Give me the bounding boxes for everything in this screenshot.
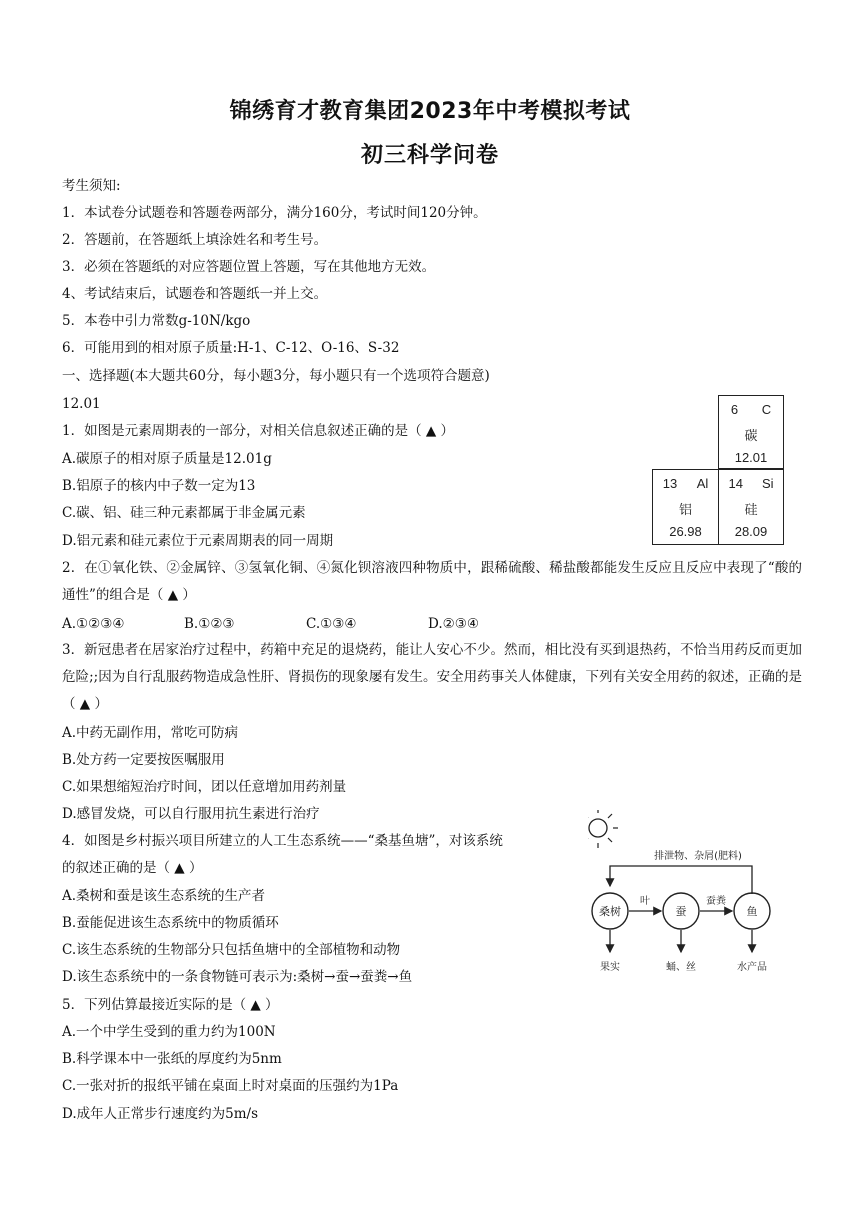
element-cell-aluminum: [652, 469, 719, 545]
question-5-option-c: C.一张对折的报纸平铺在桌面上时对桌面的压强约为1Pa: [62, 1078, 399, 1094]
element-mass: 12.01: [734, 450, 768, 465]
question-2-stem: 2．在①氧化铁、②金属锌、③氢氧化铜、④氮化钡溶液四种物质中，跟稀硫酸、稀盐酸都能发生反应且反应中表现了“酸的通性”的组合是（ ▲ ）: [62, 560, 802, 603]
notice-item: 6．可能用到的相对原子质量:H-1、C-12、O-16、S-32: [62, 340, 400, 356]
question-4-option-d: D.该生态系统中的一条食物链可表示为:桑树→蚕→蚕粪→鱼: [62, 969, 413, 985]
element-number: 6: [730, 402, 739, 417]
element-symbol: Si: [761, 476, 774, 491]
node-label: 鱼: [746, 905, 758, 918]
notice-item: 2．答题前，在答题纸上填涂姓名和考生号。: [62, 232, 328, 248]
stray-text: 12.01: [62, 396, 101, 412]
element-cell-silicon: [718, 469, 784, 545]
sun-icon: [588, 810, 618, 848]
element-mass: 26.98: [669, 524, 702, 539]
element-number: 13: [662, 476, 678, 491]
question-1-option-c: C.碳、铝、硅三种元素都属于非金属元素: [62, 505, 306, 521]
question-2-option-c: C.①③④: [306, 616, 357, 632]
exam-title: 锦绣育才教育集团2023年中考模拟考试: [229, 99, 631, 124]
output-label: 蛹、丝: [666, 962, 696, 973]
node-label: 桑树: [599, 905, 621, 918]
question-1-option-a: A.碳原子的相对原子质量是12.01g: [62, 451, 272, 467]
feedback-arrow: [610, 866, 752, 894]
question-4-stem-cont: 的叙述正确的是（ ▲ ）: [62, 860, 203, 876]
question-4-option-c: C.该生态系统的生物部分只包括鱼塘中的全部植物和动物: [62, 942, 401, 958]
question-1-option-d: D.铝元素和硅元素位于元素周期表的同一周期: [62, 533, 334, 549]
question-4-option-a: A.桑树和蚕是该生态系统的生产者: [62, 888, 266, 904]
question-2-option-b: B.①②③: [184, 616, 235, 632]
question-5-option-b: B.科学课本中一张纸的厚度约为5nm: [62, 1051, 282, 1067]
element-symbol: C: [761, 402, 772, 417]
element-name: 碳: [744, 428, 758, 443]
question-1-option-b: B.铝原子的核内中子数一定为13: [62, 478, 256, 494]
output-label: 果实: [600, 962, 620, 973]
question-4-stem: 4．如图是乡村振兴项目所建立的人工生态系统——“桑基鱼塘”，对该系统: [62, 833, 503, 849]
notice-item: 5．本卷中引力常数g-10N/kgo: [62, 313, 251, 329]
question-5-option-d: D.成年人正常步行速度约为5m/s: [62, 1106, 259, 1122]
edge-label: 叶: [640, 896, 650, 907]
element-name: 硅: [744, 502, 758, 517]
notice-item: 4、考试结束后，试题卷和答题纸一并上交。: [62, 286, 328, 302]
question-3-option-a: A.中药无副作用，常吃可防病: [62, 725, 239, 741]
question-3-stem: 3．新冠患者在居家治疗过程中，药箱中充足的退烧药，能让人安心不少。然而，相比没有买到退热药，不恰当用药反而更加危险;;因为自行乱服药物造成急性肝、肾损伤的现象屡有发生。安全用药事关人体健康，下列有关安全用药的叙述，正确的是（ ▲ ）: [62, 642, 802, 712]
question-3-option-c: C.如果想缩短治疗时间，团以任意增加用药剂量: [62, 779, 347, 795]
output-label: 水产品: [737, 962, 767, 973]
question-5-stem: 5．下列估算最接近实际的是（ ▲ ）: [62, 997, 279, 1013]
element-name: 铝: [678, 502, 692, 517]
element-cell-carbon: [718, 395, 784, 469]
notice-item: 1．本试卷分试题卷和答题卷两部分，满分160分，考试时间120分钟。: [62, 205, 487, 221]
question-1-stem: 1．如图是元素周期表的一部分，对相关信息叙述正确的是（ ▲ ）: [62, 423, 455, 439]
diagram-top-label: 排泄物、杂屑(肥料): [654, 851, 742, 862]
question-3-option-d: D.感冒发烧，可以自行服用抗生素进行治疗: [62, 806, 320, 822]
ecosystem-diagram: [588, 810, 788, 980]
question-3-option-b: B.处方药一定要按医嘱服用: [62, 752, 225, 768]
element-number: 14: [728, 476, 743, 491]
question-4-option-b: B.蚕能促进该生态系统中的物质循环: [62, 915, 279, 931]
element-symbol: Al: [696, 476, 709, 491]
section-heading: 一、选择题(本大题共60分，每小题3分，每小题只有一个选项符合题意): [62, 368, 490, 384]
element-mass: 28.09: [734, 524, 768, 539]
node-label: 蚕: [675, 905, 687, 918]
question-2-option-a: A.①②③④: [62, 616, 125, 632]
question-2-option-d: D.②③④: [428, 616, 479, 632]
edge-label: 蚕粪: [706, 896, 726, 907]
notice-item: 3．必须在答题纸的对应答题位置上答题，写在其他地方无效。: [62, 259, 436, 275]
question-5-option-a: A.一个中学生受到的重力约为100N: [62, 1024, 276, 1040]
exam-subtitle: 初三科学问卷: [360, 143, 499, 168]
question-2-options: [62, 614, 479, 634]
notice-heading: 考生须知:: [62, 178, 121, 194]
